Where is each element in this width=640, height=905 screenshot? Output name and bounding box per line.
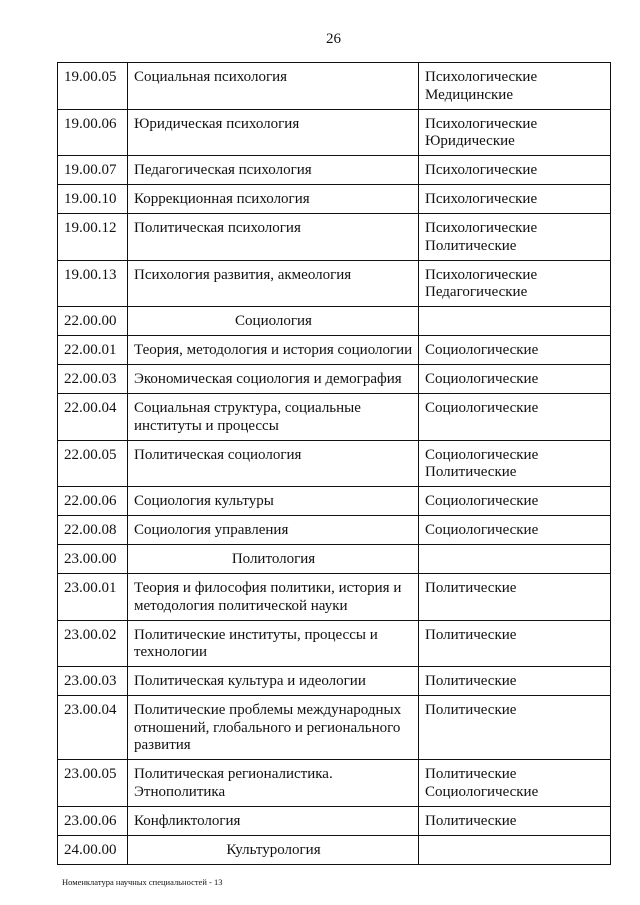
section-title: Социология	[235, 313, 312, 329]
code-cell: 23.00.05	[58, 760, 128, 807]
specialties-table	[57, 62, 611, 865]
name-cell	[128, 63, 419, 110]
degree-cell	[419, 214, 611, 261]
section-row	[58, 307, 611, 336]
degree-cell	[419, 835, 611, 864]
code-cell: 22.00.08	[58, 516, 128, 545]
degree-line: Психологические	[425, 115, 538, 132]
name-cell	[128, 574, 419, 621]
name-line: Политические проблемы международных	[134, 702, 402, 718]
name-line: институты и процессы	[134, 417, 279, 434]
degree-line: Медицинские	[425, 86, 513, 103]
name-line: Социальная психология	[134, 69, 288, 85]
degree-cell	[419, 696, 611, 760]
degree-cell	[419, 574, 611, 621]
code-cell: 22.00.00	[58, 307, 128, 336]
degree-line: Социологические	[425, 493, 539, 509]
table-row	[58, 487, 611, 516]
degree-line: Политические	[425, 812, 517, 829]
name-line: Политические институты, процессы и	[134, 626, 378, 643]
table-row	[58, 667, 611, 696]
name-line: Конфликтология	[134, 812, 241, 829]
code-cell: 22.00.01	[58, 336, 128, 365]
name-line: методология политической науки	[134, 597, 348, 614]
name-line: Психология развития, акмеология	[134, 266, 352, 283]
degree-line: Политические	[425, 237, 517, 254]
table-row	[58, 214, 611, 261]
degree-cell	[419, 63, 611, 110]
code-cell: 24.00.00	[58, 835, 128, 864]
table-row	[58, 336, 611, 365]
degree-cell	[419, 185, 611, 214]
code-cell: 19.00.10	[58, 185, 128, 214]
table-row	[58, 365, 611, 394]
section-row	[58, 835, 611, 864]
section-title: Политология	[231, 551, 316, 567]
degree-cell	[419, 806, 611, 835]
name-cell	[128, 109, 419, 156]
degree-cell	[419, 667, 611, 696]
table-row	[58, 516, 611, 545]
section-title-cell	[128, 545, 419, 574]
code-cell: 19.00.13	[58, 260, 128, 307]
name-line: отношений, глобального и регионального	[134, 719, 401, 736]
degree-line: Социологические	[425, 371, 539, 387]
name-line: Социология управления	[134, 522, 289, 538]
degree-line: Социологические	[425, 446, 539, 463]
degree-line: Социологические	[425, 522, 539, 538]
page-number: 26	[326, 31, 341, 47]
degree-cell	[419, 336, 611, 365]
code-cell: 23.00.03	[58, 667, 128, 696]
name-line: Политическая социология	[134, 446, 302, 463]
degree-line: Социологические	[425, 342, 539, 358]
name-line: Юридическая психология	[134, 115, 300, 132]
degree-cell	[419, 545, 611, 574]
name-line: Социология культуры	[134, 493, 274, 509]
degree-cell	[419, 307, 611, 336]
degree-line: Психологические	[425, 162, 538, 178]
table-row	[58, 156, 611, 185]
code-cell: 23.00.00	[58, 545, 128, 574]
degree-line: Психологические	[425, 266, 538, 283]
name-cell	[128, 516, 419, 545]
name-line: технологии	[134, 644, 208, 660]
degree-cell	[419, 487, 611, 516]
name-line: Этнополитика	[134, 783, 226, 800]
table-row	[58, 440, 611, 487]
table-row	[58, 109, 611, 156]
degree-cell	[419, 440, 611, 487]
name-line: развития	[134, 737, 191, 753]
name-cell	[128, 365, 419, 394]
degree-line: Политические	[425, 766, 517, 782]
degree-line: Юридические	[425, 133, 515, 149]
table-row	[58, 63, 611, 110]
degree-line: Психологические	[425, 220, 538, 236]
name-line: Теория, методология и история социологии	[134, 342, 413, 358]
code-cell: 22.00.04	[58, 394, 128, 441]
degree-line: Политические	[425, 464, 517, 480]
name-cell	[128, 156, 419, 185]
code-cell: 23.00.04	[58, 696, 128, 760]
section-title-cell	[128, 835, 419, 864]
section-title: Культурология	[226, 841, 321, 858]
code-cell: 19.00.06	[58, 109, 128, 156]
name-cell	[128, 336, 419, 365]
table-row	[58, 260, 611, 307]
section-title-cell	[128, 307, 419, 336]
name-cell	[128, 185, 419, 214]
name-cell	[128, 760, 419, 807]
name-cell	[128, 696, 419, 760]
degree-line: Педагогические	[425, 284, 528, 300]
name-line: Коррекционная психология	[134, 191, 310, 207]
degree-cell	[419, 365, 611, 394]
name-line: Социальная структура, социальные	[134, 400, 361, 416]
degree-line: Социологические	[425, 400, 539, 416]
code-cell: 22.00.06	[58, 487, 128, 516]
code-cell: 23.00.01	[58, 574, 128, 621]
degree-line: Политические	[425, 580, 517, 596]
code-cell: 19.00.07	[58, 156, 128, 185]
degree-cell	[419, 760, 611, 807]
code-cell: 23.00.06	[58, 806, 128, 835]
name-cell	[128, 260, 419, 307]
degree-line: Психологические	[425, 69, 538, 85]
degree-cell	[419, 156, 611, 185]
name-line: Педагогическая психология	[134, 162, 312, 178]
name-cell	[128, 440, 419, 487]
name-cell	[128, 394, 419, 441]
code-cell: 22.00.03	[58, 365, 128, 394]
name-line: Политическая регионалистика.	[134, 766, 333, 782]
table-row	[58, 806, 611, 835]
name-cell	[128, 806, 419, 835]
page-footer: Номенклатура научных специальностей - 13	[62, 877, 223, 887]
degree-cell	[419, 260, 611, 307]
section-row	[58, 545, 611, 574]
name-cell	[128, 214, 419, 261]
name-line: Экономическая социология и демография	[134, 371, 402, 387]
name-line: Политическая культура и идеологии	[134, 673, 366, 689]
code-cell: 22.00.05	[58, 440, 128, 487]
table-row	[58, 620, 611, 667]
code-cell: 19.00.12	[58, 214, 128, 261]
code-cell: 19.00.05	[58, 63, 128, 110]
table-body	[58, 63, 611, 865]
degree-line: Социологические	[425, 783, 539, 800]
table-row	[58, 696, 611, 760]
degree-cell	[419, 620, 611, 667]
table-row	[58, 574, 611, 621]
degree-cell	[419, 109, 611, 156]
degree-line: Политические	[425, 673, 517, 689]
name-line: Теория и философия политики, история и	[134, 580, 402, 596]
table-row	[58, 760, 611, 807]
name-cell	[128, 667, 419, 696]
name-cell	[128, 487, 419, 516]
code-cell: 23.00.02	[58, 620, 128, 667]
degree-cell	[419, 516, 611, 545]
degree-cell	[419, 394, 611, 441]
degree-line: Политические	[425, 702, 517, 718]
name-cell	[128, 620, 419, 667]
degree-line: Политические	[425, 626, 517, 643]
table-row	[58, 394, 611, 441]
degree-line: Психологические	[425, 191, 538, 207]
name-line: Политическая психология	[134, 220, 301, 236]
table-row	[58, 185, 611, 214]
